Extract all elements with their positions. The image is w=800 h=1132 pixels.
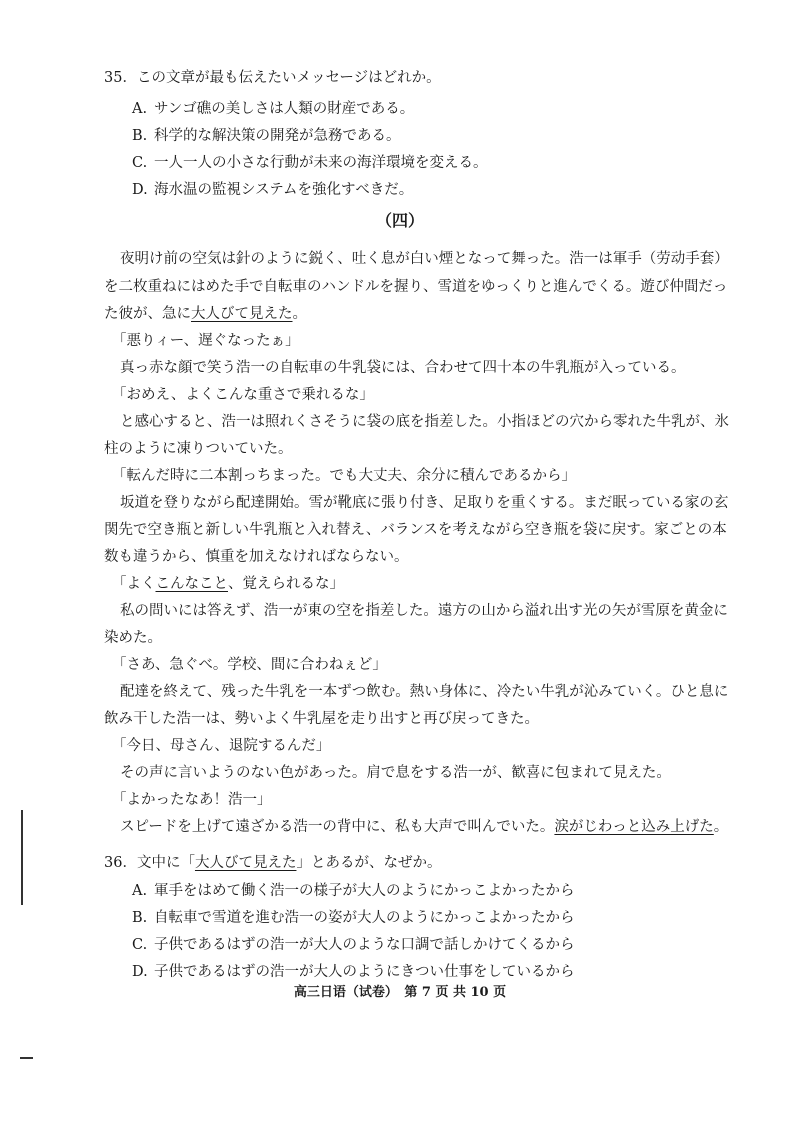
option-text: 軍手をはめて働く浩一の様子が大人のようにかっこよかったから (154, 883, 575, 899)
passage-line: 真っ赤な顔で笑う浩一の自転車の牛乳袋には、合わせて四十本の牛乳瓶が入っている。 (120, 360, 686, 376)
passage-text: 。 (713, 819, 729, 835)
stem-underlined-phrase: 大人びて見えた (194, 855, 297, 871)
passage-text: スピードを上げて遠ざかる浩一の背中に、私も大声で叫んでいた。 (120, 819, 555, 835)
passage-line: 夜明け前の空気は針のように鋭く、吐く息が白い煙となって舞った。浩一は軍手（劳动手套） (120, 251, 729, 267)
option-letter: C. (132, 937, 148, 953)
underlined-phrase-3: 涙がじわっと込み上げた (554, 819, 714, 835)
option-text: サンゴ礁の美しさは人類の財産である。 (154, 101, 415, 117)
scan-margin-line (21, 810, 23, 905)
question-35-option-c[interactable] (132, 151, 488, 172)
passage-text: 、覚えられるな」 (228, 576, 344, 592)
option-letter: B. (132, 128, 148, 144)
passage-line: 飲み干した浩一は、勢いよく牛乳屋を走り出すと再び戻ってきた。 (104, 711, 539, 727)
option-letter: A. (132, 883, 148, 899)
stem-text: 36．文中に「 (104, 855, 195, 871)
option-letter: A. (132, 101, 148, 117)
passage-text: 。 (292, 306, 307, 322)
option-text: 自転車で雪道を進む浩一の姿が大人のようにかっこよかったから (154, 910, 575, 926)
passage-line (112, 572, 344, 593)
stem-text: 」とあるが、なぜか。 (296, 855, 442, 871)
passage-line: その声に言いようのない色があった。肩で息をする浩一が、歓喜に包まれて見えた。 (120, 765, 671, 781)
option-text: 一人一人の小さな行動が未来の海洋環境を変える。 (154, 155, 488, 171)
option-letter: D. (132, 964, 148, 980)
passage-text: 「よく (112, 576, 156, 592)
passage-line: を二枚重ねにはめた手で自転車のハンドルを握り、雪道をゆっくりと進んでくる。遊び仲間だっ (104, 279, 728, 295)
option-text: 科学的な解決策の開発が急務である。 (154, 128, 401, 144)
passage-line: 数も違うから、慎重を加えなければならない。 (104, 549, 409, 565)
passage-line (104, 302, 307, 323)
section-title: （四） (375, 211, 424, 230)
option-text: 海水温の監視システムを強化すべきだ。 (154, 182, 414, 198)
option-letter: C. (132, 155, 148, 171)
passage-line: 「転んだ時に二本割っちまった。でも大丈夫、余分に積んであるから」 (112, 468, 576, 484)
passage-line: 配達を終えて、残った牛乳を一本ずつ飲む。熱い身体に、冷たい牛乳が沁みていく。ひと息に (120, 684, 729, 700)
question-35-stem: 35．この文章が最も伝えたいメッセージはどれか。 (104, 70, 441, 86)
question-35-option-a[interactable] (132, 97, 414, 118)
passage-line: 「悪りィー、遅ぐなったぁ」 (112, 333, 300, 349)
passage-line: 「おめえ、よくこんな重さで乗れるな」 (112, 387, 374, 403)
passage-line: 関先で空き瓶と新しい牛乳瓶と入れ替え、バランスを考えながら空き瓶を袋に戻す。家ごとの本 (104, 522, 727, 538)
passage-line: 染めた。 (104, 630, 162, 646)
passage-line: 柱のように凍りついていた。 (104, 441, 293, 457)
question-35-option-d[interactable] (132, 178, 413, 199)
page-footer: 高三日语（试卷） 第 7 页 共 10 页 (293, 985, 507, 1000)
option-letter: D. (132, 182, 148, 198)
question-36-stem (104, 851, 441, 872)
option-text: 子供であるはずの浩一が大人のような口調で話しかけてくるから (154, 937, 575, 953)
passage-line: 「今日、母さん、退院するんだ」 (112, 738, 331, 754)
passage-line: 「よかったなあ！浩一」 (112, 792, 272, 808)
question-36-option-a[interactable] (132, 879, 575, 900)
underlined-phrase-2: こんなこと (155, 576, 228, 592)
scan-margin-tick (20, 1057, 33, 1059)
passage-line: 「さあ、急ぐべ。学校、間に合わねぇど」 (112, 657, 387, 673)
underlined-phrase-1: 大人びて見えた (191, 306, 293, 322)
question-36-option-b[interactable] (132, 906, 575, 927)
passage-line: 坂道を登りながら配達開始。雪が靴底に張り付き、足取りを重くする。まだ眠っている家の玄 (120, 495, 729, 511)
option-text: 子供であるはずの浩一が大人のようにきつい仕事をしているから (154, 964, 575, 980)
passage-line (120, 815, 728, 836)
option-letter: B. (132, 910, 148, 926)
passage-text: た彼が、急に (104, 306, 191, 322)
passage-line: 私の問いには答えず、浩一が東の空を指差した。遠方の山から溢れ出す光の矢が雪原を黄金に (120, 603, 728, 619)
question-35-option-b[interactable] (132, 124, 401, 145)
question-36-option-c[interactable] (132, 933, 575, 954)
passage-line: と感心すると、浩一は照れくさそうに袋の底を指差した。小指ほどの穴から零れた牛乳が、氷 (120, 414, 729, 430)
question-36-option-d[interactable] (132, 960, 575, 981)
